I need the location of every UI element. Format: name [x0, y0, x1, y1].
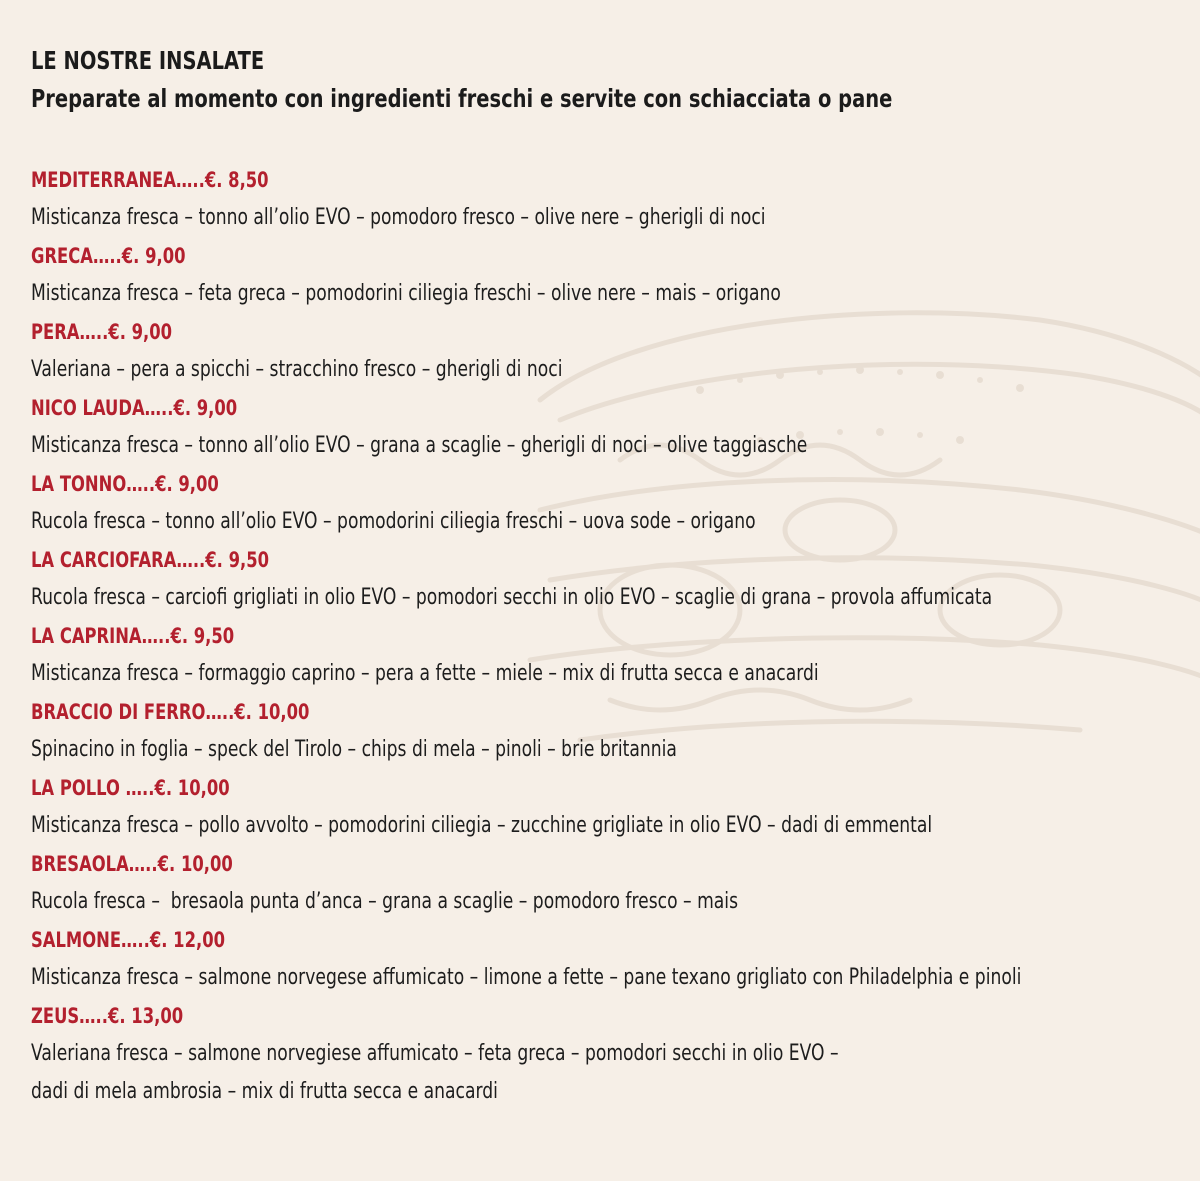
item-name-price: GRECA…..€. 9,00 — [31, 244, 186, 268]
menu-item — [31, 693, 1181, 769]
item-name-price: LA CARCIOFARA…..€. 9,50 — [31, 548, 270, 572]
item-description: Rucola fresca – tonno all’olio EVO – pomodorini ciliegia freschi – uova sode – origano — [31, 509, 756, 534]
menu-item — [31, 389, 1181, 465]
menu-item — [31, 921, 1181, 997]
item-description: Misticanza fresca – tonno all’olio EVO – pomodoro fresco – olive nere – gherigli di noci — [31, 205, 766, 230]
page-title: LE NOSTRE INSALATE — [31, 46, 265, 75]
item-name-price: PERA…..€. 9,00 — [31, 320, 173, 344]
menu-item — [31, 997, 1181, 1111]
item-description: Misticanza fresca – formaggio caprino – pera a fette – miele – mix di frutta secca e anacardi — [31, 661, 819, 686]
menu-item — [31, 769, 1181, 845]
menu-item — [31, 845, 1181, 921]
item-name-price: LA CAPRINA…..€. 9,50 — [31, 624, 235, 648]
item-description: Rucola fresca – carciofi grigliati in olio EVO – pomodori secchi in olio EVO – scaglie di grana – provola affumicata — [31, 585, 993, 610]
item-description: Misticanza fresca – salmone norvegese affumicato – limone a fette – pane texano grigliato con Philadelphia e pinoli — [31, 965, 1022, 990]
menu-item — [31, 541, 1181, 617]
menu-item — [31, 465, 1181, 541]
item-description: Valeriana – pera a spicchi – stracchino fresco – gherigli di noci — [31, 357, 563, 382]
item-name-price: NICO LAUDA…..€. 9,00 — [31, 396, 238, 420]
item-description: Valeriana fresca – salmone norvegiese affumicato – feta greca – pomodori secchi in olio EVO – — [31, 1041, 839, 1066]
item-name-price: BRACCIO DI FERRO…..€. 10,00 — [31, 700, 310, 724]
menu-item — [31, 237, 1181, 313]
item-description-continued: dadi di mela ambrosia – mix di frutta secca e anacardi — [31, 1079, 498, 1104]
item-description: Spinacino in foglia – speck del Tirolo – chips di mela – pinoli – brie britannia — [31, 737, 677, 762]
menu-item — [31, 313, 1181, 389]
menu-item — [31, 161, 1181, 237]
menu-item — [31, 617, 1181, 693]
item-name-price: BRESAOLA…..€. 10,00 — [31, 852, 233, 876]
item-name-price: SALMONE…..€. 12,00 — [31, 928, 226, 952]
item-description: Rucola fresca – bresaola punta d’anca – grana a scaglie – pomodoro fresco – mais — [31, 889, 739, 914]
item-name-price: MEDITERRANEA…..€. 8,50 — [31, 168, 269, 192]
menu-page — [31, 42, 1181, 1111]
item-description: Misticanza fresca – tonno all’olio EVO – grana a scaglie – gherigli di noci – olive taggiasche — [31, 433, 808, 458]
page-subtitle: Preparate al momento con ingredienti freschi e servite con schiacciata o pane — [31, 84, 893, 113]
item-name-price: LA TONNO…..€. 9,00 — [31, 472, 219, 496]
item-description: Misticanza fresca – pollo avvolto – pomodorini ciliegia – zucchine grigliate in olio EVO – dadi di emmental — [31, 813, 933, 838]
item-name-price: LA POLLO …..€. 10,00 — [31, 776, 230, 800]
item-description: Misticanza fresca – feta greca – pomodorini ciliegia freschi – olive nere – mais – origano — [31, 281, 781, 306]
salad-menu-list — [31, 161, 1181, 1111]
item-name-price: ZEUS…..€. 13,00 — [31, 1004, 184, 1028]
